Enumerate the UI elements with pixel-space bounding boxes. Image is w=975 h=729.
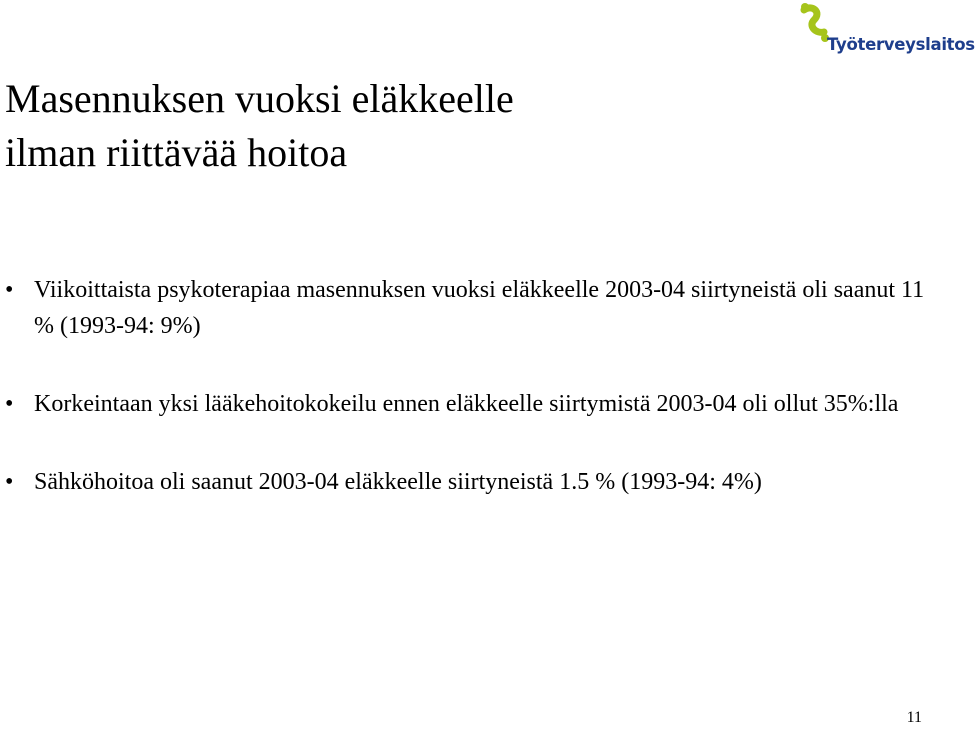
tyoterveyslaitos-logo bbox=[792, 2, 975, 60]
bullet-dot-icon: • bbox=[5, 391, 14, 417]
bullet-text: Viikoittaista psykoterapiaa masennuksen vuoksi eläkkeelle 2003-04 siirtyneistä oli saanut 11 % (1993-94: 9%) bbox=[34, 277, 925, 339]
bullet-item bbox=[0, 272, 930, 344]
slide-title-line-1: Masennuksen vuoksi eläkkeelle bbox=[5, 76, 514, 121]
bullet-item bbox=[0, 386, 930, 422]
bullet-item bbox=[0, 464, 930, 500]
bullet-text: Sähköhoitoa oli saanut 2003-04 eläkkeelle siirtyneistä 1.5 % (1993-94: 4%) bbox=[34, 469, 762, 495]
bullet-dot-icon: • bbox=[5, 277, 14, 303]
logo-wordmark: Työterveyslaitos bbox=[827, 35, 975, 54]
bullet-list bbox=[0, 272, 930, 500]
slide-title-line-2: ilman riittävää hoitoa bbox=[5, 130, 348, 175]
bullet-dot-icon: • bbox=[5, 469, 14, 495]
bullet-text: Korkeintaan yksi lääkehoitokokeilu ennen eläkkeelle siirtymistä 2003-04 oli ollut 35%:lla bbox=[34, 391, 899, 417]
logo-mark-icon bbox=[792, 2, 832, 52]
slide-title bbox=[5, 72, 705, 180]
page-number: 11 bbox=[906, 709, 922, 726]
